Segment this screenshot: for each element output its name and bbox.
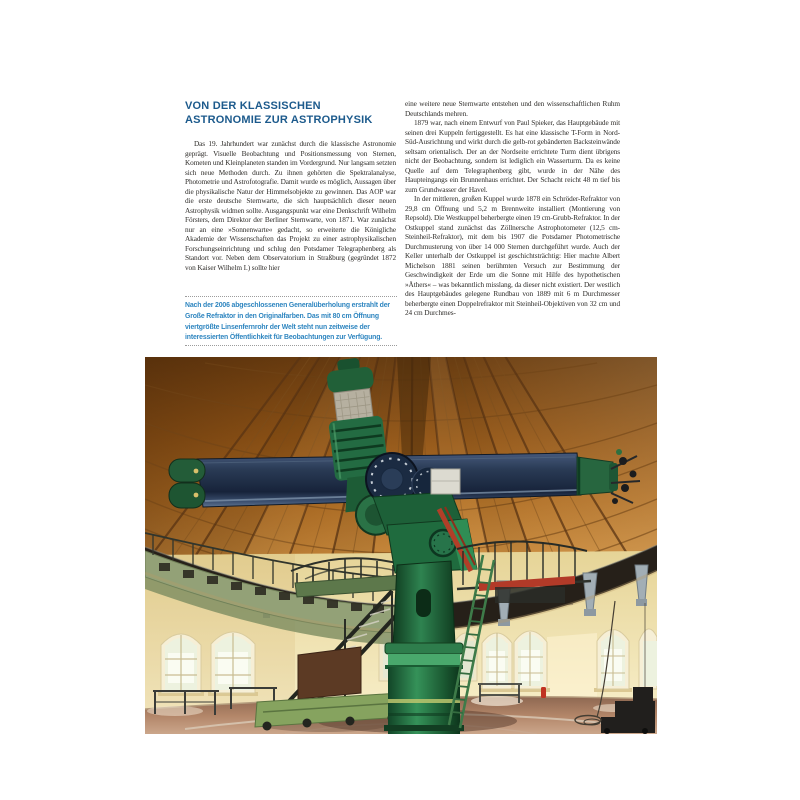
right-text-column (405, 99, 620, 318)
arched-window (158, 634, 204, 696)
body-paragraph: eine weitere neue Sternwarte entstehen und den wissenschaftlichen Ruhm Deutschlands mehren. (405, 99, 620, 118)
sunlit-wall-patch (547, 633, 597, 701)
body-paragraph: In der mittleren, großen Kuppel wurde 1878 ein Schröder-Refraktor von 29,8 cm Öffnung und 5,2 m Brennweite installiert (Montierung von Repsold). Die Westkuppel beherbergte einen 19 cm-Grubb-Refraktor. In der Ostkuppel stand zunächst das Zöllnersche Astrophotometer (12,5 cm-Steinheil-Refraktor), mit dem bis 1907 die Potsdamer Photometrische Durchmusterung von über 14 000 Sternen durchgeführt wurde. Auch der Keller unterhalb der Ostkuppel ist geschichtsträchtig: Hier machte Albert Michelson 1881 seinen berühmten Versuch zur Bestimmung der Geschwindigkeit der Erde um die Sonne mit Hilfe des hypothetischen »Äthers« – was bekanntlich misslang, da dieser nicht existiert. Der westlich des Hauptgebäudes gelegene Rundbau von 1889 mit 6 m Durchmesser beherbergte einen Doppelrefraktor mit Steinheil-Objektiven von 32 cm und 24 cm Durchmes- (405, 194, 620, 317)
body-paragraph: Das 19. Jahrhundert war zunächst durch die klassische Astronomie geprägt. Visuelle Beobachtung und Positionsmessung von Sternen, Kometen und Kleinplaneten standen im Vordergrund. Nur langsam setzten sich neue Methoden durch. Zu ihnen gehörten die Spektralanalyse, Photometrie und Astrofotografie. Damit wurde es möglich, Aussagen über die physikalische Natur der Himmelsobjekte zu gewinnen. Das AOP war die erste deutsche Sternwarte, die sich hauptsächlich dieser neuen Astrophysik widmen sollte. Ausgangspunkt war eine Denkschrift Wilhelm Försters, dem Direktor der Berliner Sternwarte, von 1871. War zunächst nur an eine »Sonnenwarte« gedacht, so erweiterte die Königliche Akademie der Wissenschaften das Projekt zu einer astrophysikalischen Forschungseinrichtung und schlug den Potsdamer Telegraphenberg als Standort vor. Neben dem Observatorium in Straßburg (gegründet 1872 von Kaiser Wilhelm I.) sollte hier (185, 139, 396, 272)
left-text-column (185, 139, 396, 272)
arched-window (208, 632, 258, 696)
pier-slot (416, 589, 431, 617)
dotted-rule-top (185, 296, 397, 297)
arched-window (639, 629, 657, 689)
fire-extinguisher (541, 687, 546, 698)
observatory-photo (145, 357, 657, 734)
heading-line-1: VON DER KLASSISCHEN (185, 100, 321, 112)
dotted-rule-bottom (185, 345, 397, 346)
arched-window (511, 631, 550, 692)
stair-side-panel (298, 647, 361, 699)
heading-line-2: ASTRONOMIE ZUR ASTROPHYSIK (185, 113, 373, 126)
arched-window (594, 630, 632, 693)
article-heading (185, 100, 405, 127)
photo-caption: Nach der 2006 abgeschlossenen Generalüberholung erstrahlt der Große Refraktor in den Originalfarben. Das mit 80 cm Öffnung viertgrößte Linsenfernrohr der Welt steht nun zeitweise der interessierten Öffentlichkeit für Beobachtungen zur Verfügung. (185, 302, 390, 342)
body-paragraph: 1879 war, nach einem Entwurf von Paul Spieker, das Hauptgebäude mit seinen drei Kuppeln fertiggestellt. Es hat eine klassische T-Form in Nord-Süd-Ausrichtung und wirkt durch die gelb-rot gebänderten Backsteinwände seltsam orientalisch. Der an der Nordseite errichtete Turm dient übrigens nicht der Beobachtung, sondern ist lediglich ein Wasserturm. Da es keine Quelle auf dem Telegraphenberg gibt, wurde in der Nähe des Haupteingangs ein Brunnenhaus errichtet. Der Schacht reicht 48 m tief bis zum Grundwasser der Havel. (405, 118, 620, 194)
